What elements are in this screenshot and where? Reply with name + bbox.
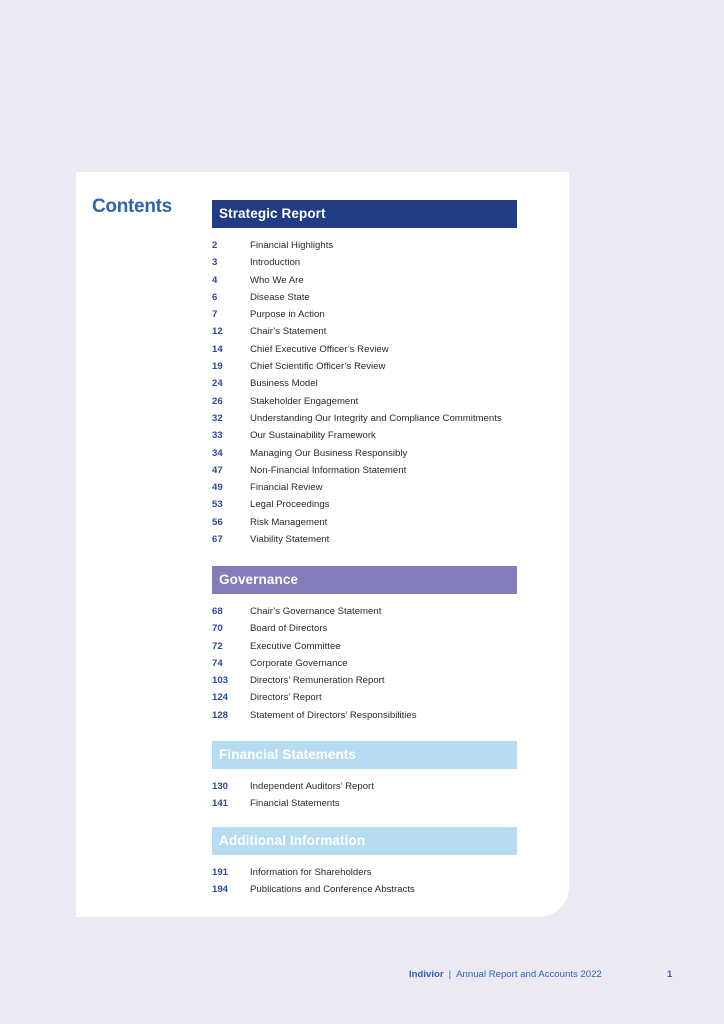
toc-entry-label: Risk Management <box>250 516 328 528</box>
toc-page-number: 7 <box>212 309 218 321</box>
toc-entry[interactable] <box>212 514 517 531</box>
toc-entry[interactable] <box>212 479 517 496</box>
toc-page-number: 33 <box>212 430 223 442</box>
toc-entry-label: Executive Committee <box>250 640 341 652</box>
section-additional-information <box>212 827 517 899</box>
toc-entry[interactable] <box>212 358 517 375</box>
section-governance <box>212 566 517 724</box>
toc-entry[interactable] <box>212 620 517 637</box>
toc-page-number: 6 <box>212 291 218 303</box>
toc-page-number: 130 <box>212 781 229 792</box>
section-items <box>212 864 517 899</box>
toc-entry[interactable] <box>212 778 517 795</box>
toc-page-number: 128 <box>212 709 229 721</box>
toc-entry-label: Financial Review <box>250 482 323 494</box>
page-number: 1 <box>667 969 673 980</box>
toc-entry-label: Financial Statements <box>250 798 340 810</box>
toc-entry-label: Directors’ Remuneration Report <box>250 675 385 687</box>
toc-entry-label: Viability Statement <box>250 534 330 546</box>
toc-entry[interactable] <box>212 237 517 254</box>
toc-entry-label: Independent Auditors’ Report <box>250 781 374 792</box>
toc-entry-label: Legal Proceedings <box>250 499 330 511</box>
toc-entry[interactable] <box>212 323 517 340</box>
toc-page-number: 47 <box>212 464 223 476</box>
toc-entry[interactable] <box>212 672 517 689</box>
toc-page-number: 74 <box>212 657 223 669</box>
footer-brand: Indivior <box>409 969 444 980</box>
section-header: Governance <box>212 566 517 594</box>
toc-page-number: 24 <box>212 378 223 390</box>
toc-entry-label: Introduction <box>250 257 301 269</box>
toc-entry-label: Publications and Conference Abstracts <box>250 884 415 896</box>
toc-entry[interactable] <box>212 410 517 427</box>
toc-entry[interactable] <box>212 462 517 479</box>
toc-entry[interactable] <box>212 427 517 444</box>
toc-entry[interactable] <box>212 689 517 706</box>
section-financial-statements <box>212 741 517 813</box>
toc-entry-label: Chief Scientific Officer’s Review <box>250 361 386 373</box>
toc-page-number: 12 <box>212 326 223 338</box>
toc-entry[interactable] <box>212 496 517 513</box>
toc-entry[interactable] <box>212 864 517 881</box>
toc-entry[interactable] <box>212 603 517 620</box>
toc-entry[interactable] <box>212 655 517 672</box>
section-strategic-report <box>212 200 517 548</box>
toc-page-number: 26 <box>212 395 223 407</box>
toc-entry[interactable] <box>212 445 517 462</box>
toc-entry[interactable] <box>212 306 517 323</box>
footer <box>409 969 602 980</box>
toc-entry-label: Who We Are <box>250 274 304 286</box>
toc-entry-label: Non-Financial Information Statement <box>250 464 407 476</box>
toc-entry-label: Board of Directors <box>250 623 328 635</box>
toc-entry-label: Purpose in Action <box>250 309 325 321</box>
toc-entry[interactable] <box>212 531 517 548</box>
toc-page-number: 32 <box>212 412 223 424</box>
toc-page-number: 141 <box>212 798 229 810</box>
toc-entry[interactable] <box>212 254 517 271</box>
toc-entry[interactable] <box>212 393 517 410</box>
toc-entry[interactable] <box>212 272 517 289</box>
toc-page-number: 67 <box>212 534 223 546</box>
toc-page-number: 68 <box>212 606 223 617</box>
toc-entry-label: Chief Executive Officer’s Review <box>250 343 389 355</box>
section-items <box>212 237 517 548</box>
toc-entry-label: Information for Shareholders <box>250 867 372 878</box>
toc-entry-label: Disease State <box>250 291 310 303</box>
toc-page-number: 124 <box>212 692 229 704</box>
toc-page-number: 191 <box>212 867 229 878</box>
toc-entry-label: Understanding Our Integrity and Compliance Commitments <box>250 412 502 424</box>
section-header: Strategic Report <box>212 200 517 228</box>
toc-page-number: 53 <box>212 499 223 511</box>
contents-card <box>76 172 569 917</box>
toc-entry-label: Managing Our Business Responsibly <box>250 447 408 459</box>
toc-page-number: 2 <box>212 240 218 251</box>
toc-entry[interactable] <box>212 638 517 655</box>
toc-page-number: 103 <box>212 675 229 687</box>
toc-entry-label: Business Model <box>250 378 318 390</box>
toc-entry-label: Stakeholder Engagement <box>250 395 359 407</box>
toc-entry-label: Chair’s Statement <box>250 326 327 338</box>
toc-page-number: 56 <box>212 516 223 528</box>
toc-page-number: 3 <box>212 257 218 269</box>
toc-page-number: 49 <box>212 482 223 494</box>
toc-entry[interactable] <box>212 881 517 898</box>
toc-entry[interactable] <box>212 341 517 358</box>
toc-entry[interactable] <box>212 375 517 392</box>
contents-title: Contents <box>92 196 172 217</box>
section-items <box>212 778 517 813</box>
toc-entry-label: Directors’ Report <box>250 692 322 704</box>
toc-page-number: 19 <box>212 361 223 373</box>
toc-entry-label: Our Sustainability Framework <box>250 430 376 442</box>
toc-entry-label: Financial Highlights <box>250 240 334 251</box>
toc-entry-label: Chair’s Governance Statement <box>250 606 382 617</box>
toc-entry-label: Statement of Directors’ Responsibilities <box>250 709 417 721</box>
section-items <box>212 603 517 724</box>
toc-page-number: 14 <box>212 343 223 355</box>
toc-page-number: 70 <box>212 623 223 635</box>
toc-entry[interactable] <box>212 707 517 724</box>
toc-entry[interactable] <box>212 795 517 812</box>
toc-page-number: 72 <box>212 640 223 652</box>
toc-page-number: 4 <box>212 274 218 286</box>
toc-page-number: 194 <box>212 884 229 896</box>
toc-page-number: 34 <box>212 447 223 459</box>
section-header: Additional Information <box>212 827 517 855</box>
footer-report-title: Annual Report and Accounts 2022 <box>456 969 602 980</box>
section-header: Financial Statements <box>212 741 517 769</box>
toc-entry[interactable] <box>212 289 517 306</box>
toc-entry-label: Corporate Governance <box>250 657 348 669</box>
footer-separator: | <box>448 969 452 980</box>
